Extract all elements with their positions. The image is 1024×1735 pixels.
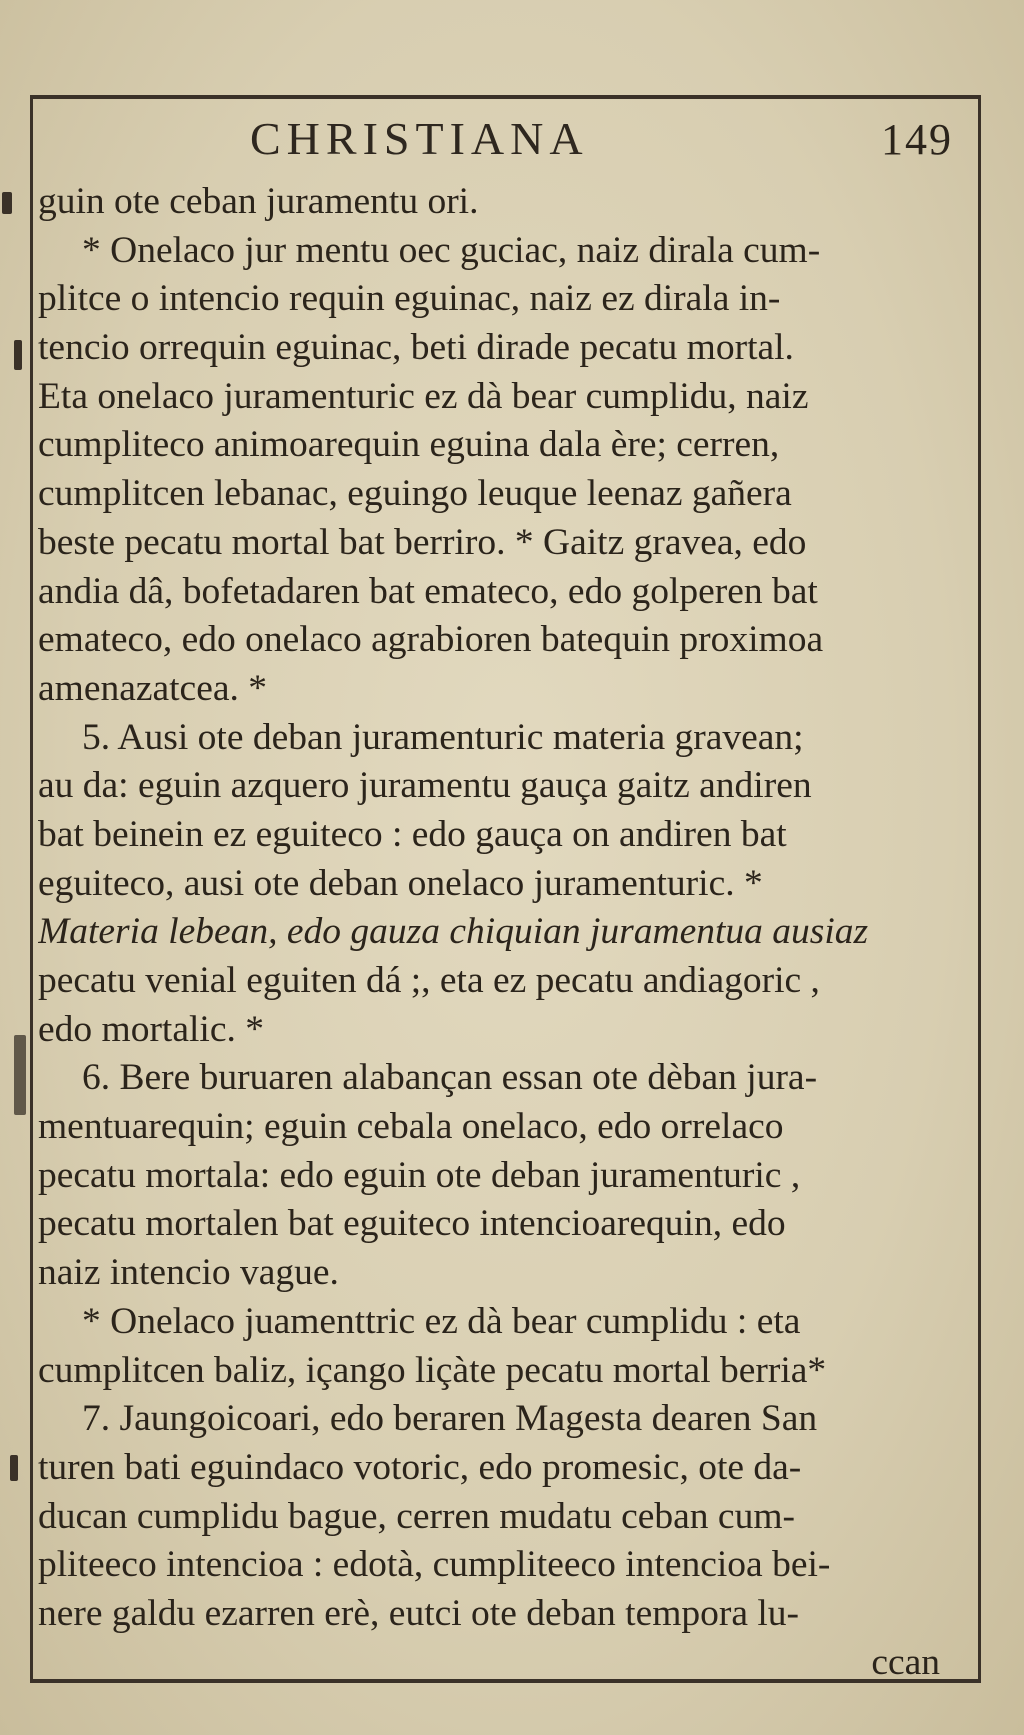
text-line: turen bati eguindaco votoric, edo promesic, ote da- — [38, 1446, 802, 1488]
text-line: Eta onelaco juramenturic ez dà bear cumplidu, naiz — [38, 375, 809, 417]
text-line: amenazatcea. * — [38, 667, 267, 709]
text-line: edo mortalic. * — [38, 1008, 264, 1050]
text-line: * Onelaco juamenttric ez dà bear cumplidu : eta — [82, 1300, 801, 1342]
page-header — [30, 108, 975, 178]
text-line: naiz intencio vague. — [38, 1252, 339, 1294]
text-line: plitce o intencio requin eguinac, naiz ez dirala in- — [38, 278, 781, 320]
text-line: andia dâ, bofetadaren bat emateco, edo golperen bat — [38, 570, 818, 612]
text-line: eguiteco, ausi ote deban onelaco juramenturic. * — [38, 862, 763, 904]
text-line: 7. Jaungoicoari, edo beraren Magesta dearen San — [82, 1398, 818, 1440]
text-line: guin ote ceban juramentu ori. — [38, 181, 479, 222]
text-line: au da: eguin azquero juramentu gauça gaitz andiren — [38, 765, 812, 807]
text-line: Materia lebean, edo gauza chiquian juramentua ausiaz — [38, 911, 869, 953]
text-line: cumplitcen baliz, içango liçàte pecatu mortal berria* — [38, 1349, 827, 1391]
text-line: pecatu mortalen bat eguiteco intencioarequin, edo — [38, 1203, 786, 1245]
text-line: nere galdu ezarren erè, eutci ote deban tempora lu- — [38, 1592, 800, 1634]
margin-mark — [2, 192, 12, 214]
text-line: 6. Bere buruaren alabançan essan ote dèban jura- — [82, 1057, 818, 1099]
text-line: pecatu mortala: edo eguin ote deban juramenturic , — [38, 1154, 801, 1196]
text-line: 5. Ausi ote deban juramenturic materia gravean; — [82, 716, 804, 758]
text-line: pecatu venial eguiten dá ;, eta ez pecatu andiagoric , — [38, 960, 820, 1001]
text-line: cumplitcen lebanac, eguingo leuque leenaz gañera — [38, 473, 792, 515]
text-line: tencio orrequin eguinac, beti dirade pecatu mortal. — [38, 327, 794, 369]
text-line: emateco, edo onelaco agrabioren batequin proximoa — [38, 619, 824, 661]
text-line: cumpliteco animoarequin eguina dala ère; cerren, — [38, 424, 780, 466]
margin-mark — [14, 1035, 26, 1115]
body-text — [38, 178, 970, 1687]
running-title: CHRISTIANA — [250, 113, 589, 164]
text-line: pliteeco intencioa : edotà, cumpliteeco intencioa bei- — [38, 1544, 831, 1586]
page-number: 149 — [881, 115, 953, 164]
text-line: * Onelaco jur mentu oec guciac, naiz dirala cum- — [82, 229, 821, 271]
text-line: ducan cumplidu bague, cerren mudatu ceban cum- — [38, 1495, 795, 1537]
text-line: beste pecatu mortal bat berriro. * Gaitz gravea, edo — [38, 521, 807, 563]
margin-mark — [14, 340, 22, 370]
text-line: mentuarequin; eguin cebala onelaco, edo orrelaco — [38, 1106, 784, 1148]
margin-mark — [10, 1455, 18, 1481]
catchword: ccan — [871, 1641, 940, 1683]
text-line: bat beinein ez eguiteco : edo gauça on andiren bat — [38, 813, 787, 855]
